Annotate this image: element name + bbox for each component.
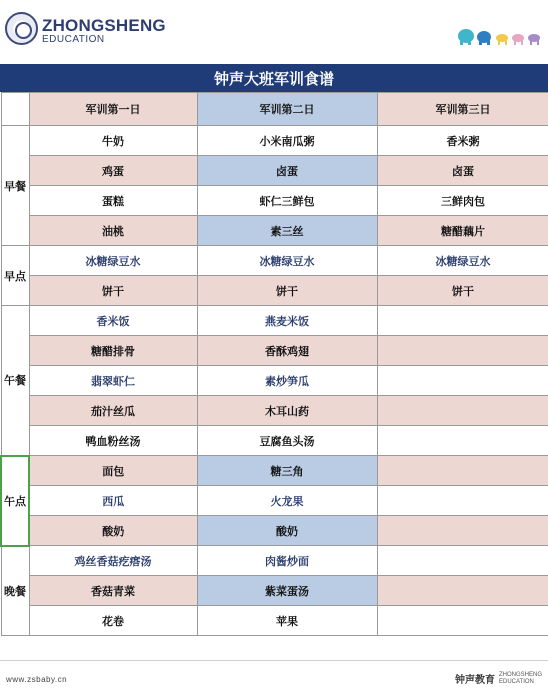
menu-cell <box>377 516 548 546</box>
menu-cell <box>377 546 548 576</box>
table-row <box>1 576 548 606</box>
meal-label-afternoon-snack: 午点 <box>1 456 29 546</box>
menu-cell: 西瓜 <box>29 486 197 516</box>
menu-cell: 香米饭 <box>29 306 197 336</box>
menu-cell <box>377 456 548 486</box>
menu-cell: 油桃 <box>29 216 197 246</box>
colorful-animals-icon <box>456 24 542 46</box>
menu-cell: 肉酱炒面 <box>197 546 377 576</box>
meal-label-dinner: 晚餐 <box>1 546 29 636</box>
brand-subtitle: EDUCATION <box>42 34 105 45</box>
menu-cell: 燕麦米饭 <box>197 306 377 336</box>
table-row <box>1 426 548 456</box>
menu-cell <box>377 486 548 516</box>
footer-brand-en-line2: EDUCATION <box>498 678 534 685</box>
menu-cell: 鸡蛋 <box>29 156 197 186</box>
menu-cell: 卤蛋 <box>377 156 548 186</box>
column-header-day1: 军训第一日 <box>29 93 197 126</box>
menu-cell: 饼干 <box>29 276 197 306</box>
menu-cell: 冰糖绿豆水 <box>377 246 548 276</box>
menu-cell: 茄汁丝瓜 <box>29 396 197 426</box>
brand-name: ZHONGSHENG <box>42 16 166 35</box>
menu-cell: 糖醋藕片 <box>377 216 548 246</box>
menu-cell: 饼干 <box>197 276 377 306</box>
menu-cell: 火龙果 <box>197 486 377 516</box>
school-seal-icon <box>5 12 38 45</box>
column-header-day2: 军训第二日 <box>197 93 377 126</box>
meal-label-breakfast: 早餐 <box>1 126 29 246</box>
menu-cell: 香酥鸡翅 <box>197 336 377 366</box>
menu-cell: 豆腐鱼头汤 <box>197 426 377 456</box>
column-header-row <box>1 93 548 126</box>
menu-cell: 饼干 <box>377 276 548 306</box>
table-row <box>1 246 548 276</box>
footer-brand <box>455 671 542 686</box>
footer-brand-en-line1: ZHONGSHENG <box>498 671 542 678</box>
meal-label-lunch: 午餐 <box>1 306 29 456</box>
menu-cell: 木耳山药 <box>197 396 377 426</box>
menu-cell: 紫菜蛋汤 <box>197 576 377 606</box>
table-row <box>1 306 548 336</box>
table-row <box>1 156 548 186</box>
menu-cell: 鸡丝香菇疙瘩汤 <box>29 546 197 576</box>
menu-cell <box>377 426 548 456</box>
table-row <box>1 606 548 636</box>
menu-title: 钟声大班军训食谱 <box>0 64 548 92</box>
menu-cell: 素三丝 <box>197 216 377 246</box>
menu-cell: 牛奶 <box>29 126 197 156</box>
menu-cell: 翡翠虾仁 <box>29 366 197 396</box>
menu-cell: 小米南瓜粥 <box>197 126 377 156</box>
menu-cell: 香米粥 <box>377 126 548 156</box>
table-row <box>1 186 548 216</box>
menu-cell <box>377 306 548 336</box>
menu-cell: 花卷 <box>29 606 197 636</box>
menu-cell: 糖醋排骨 <box>29 336 197 366</box>
corner-cell <box>1 93 29 126</box>
table-row <box>1 486 548 516</box>
menu-cell <box>377 396 548 426</box>
table-row <box>1 456 548 486</box>
menu-cell: 酸奶 <box>29 516 197 546</box>
menu-cell <box>377 576 548 606</box>
table-row <box>1 126 548 156</box>
table-row <box>1 366 548 396</box>
meal-label-morning-snack: 早点 <box>1 246 29 306</box>
table-row <box>1 276 548 306</box>
page-header <box>0 0 548 60</box>
table-row <box>1 396 548 426</box>
menu-cell <box>377 366 548 396</box>
menu-cell: 卤蛋 <box>197 156 377 186</box>
menu-cell: 冰糖绿豆水 <box>197 246 377 276</box>
menu-cell <box>377 336 548 366</box>
menu-cell: 三鲜肉包 <box>377 186 548 216</box>
menu-cell: 糖三角 <box>197 456 377 486</box>
footer-brand-cn: 钟声教育 <box>454 675 495 686</box>
menu-cell: 面包 <box>29 456 197 486</box>
page-footer <box>0 660 548 697</box>
table-row <box>1 216 548 246</box>
menu-cell: 酸奶 <box>197 516 377 546</box>
column-header-day3: 军训第三日 <box>377 93 548 126</box>
menu-cell: 香菇青菜 <box>29 576 197 606</box>
menu-cell: 虾仁三鲜包 <box>197 186 377 216</box>
footer-brand-en <box>499 672 542 686</box>
menu-cell: 苹果 <box>197 606 377 636</box>
table-row <box>1 546 548 576</box>
menu-cell: 素炒笋瓜 <box>197 366 377 396</box>
menu-cell: 鸭血粉丝汤 <box>29 426 197 456</box>
menu-cell: 冰糖绿豆水 <box>29 246 197 276</box>
menu-table <box>0 92 548 636</box>
menu-cell <box>377 606 548 636</box>
menu-cell: 蛋糕 <box>29 186 197 216</box>
table-row <box>1 516 548 546</box>
footer-url: www.zsbaby.cn <box>6 675 68 684</box>
table-row <box>1 336 548 366</box>
